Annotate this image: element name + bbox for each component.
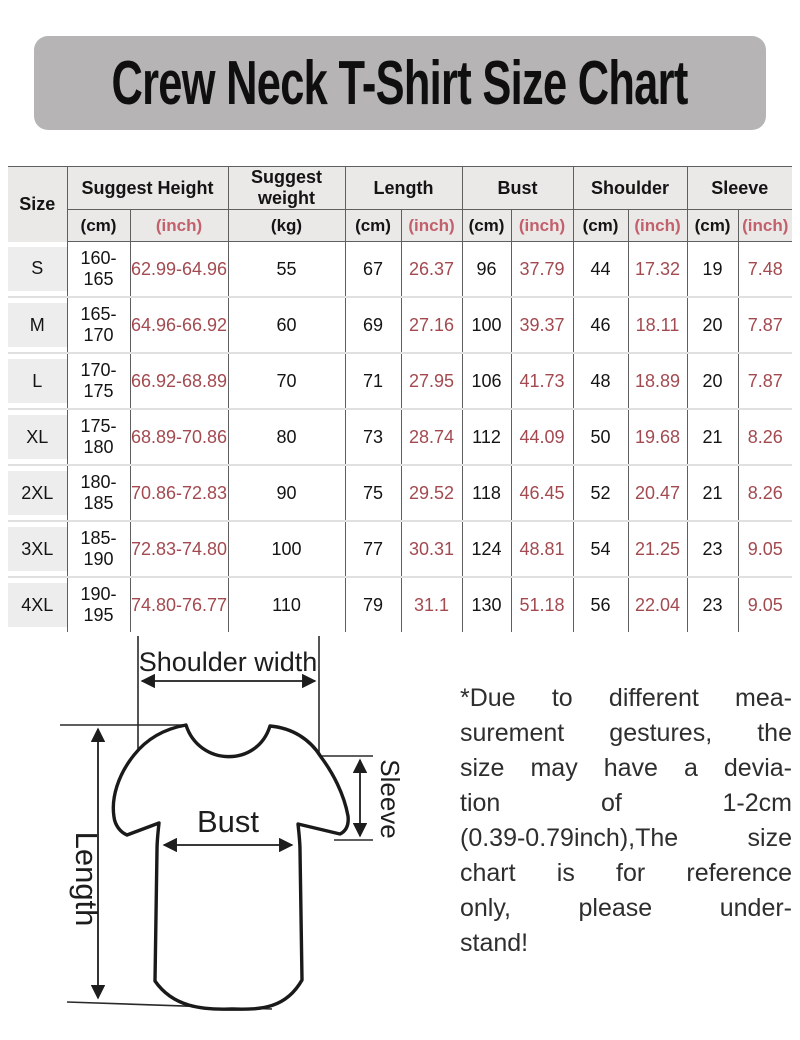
- cell-shoulder-inch: 19.68: [628, 409, 687, 465]
- cell-shoulder-inch: 18.89: [628, 353, 687, 409]
- note-line: surement gestures, the: [460, 719, 792, 747]
- cell-suggest-height-inch: 74.80-76.77: [130, 577, 228, 632]
- note-line: size may have a devia-: [460, 754, 792, 782]
- unit-length-cm: (cm): [345, 210, 401, 242]
- cell-shoulder-cm: 56: [573, 577, 628, 632]
- cell-suggest-height-cm: 165-170: [67, 297, 130, 353]
- unit-shoulder-cm: (cm): [573, 210, 628, 242]
- cell-sleeve-inch: 9.05: [738, 521, 792, 577]
- header-bust: Bust: [462, 167, 573, 210]
- cell-bust-inch: 37.79: [511, 242, 573, 298]
- cell-suggest-height-cm: 185-190: [67, 521, 130, 577]
- cell-suggest-height-inch: 64.96-66.92: [130, 297, 228, 353]
- cell-suggest-weight-kg: 55: [228, 242, 345, 298]
- cell-length-cm: 71: [345, 353, 401, 409]
- cell-length-cm: 79: [345, 577, 401, 632]
- header-units-row: [8, 210, 792, 242]
- cell-size: [8, 465, 67, 521]
- cell-bust-cm: 112: [462, 409, 511, 465]
- cell-bust-inch: 46.45: [511, 465, 573, 521]
- cell-sleeve-inch: 7.87: [738, 297, 792, 353]
- cell-shoulder-cm: 44: [573, 242, 628, 298]
- cell-bust-cm: 118: [462, 465, 511, 521]
- size-chip: 4XL: [8, 583, 67, 627]
- note-line: (0.39-0.79inch),The size: [460, 824, 792, 852]
- size-chip: 2XL: [8, 471, 67, 515]
- cell-shoulder-inch: 21.25: [628, 521, 687, 577]
- cell-size: [8, 521, 67, 577]
- cell-suggest-height-inch: 62.99-64.96: [130, 242, 228, 298]
- cell-length-cm: 69: [345, 297, 401, 353]
- cell-length-inch: 31.1: [401, 577, 462, 632]
- table-row: [8, 465, 792, 521]
- unit-sleeve-cm: (cm): [687, 210, 738, 242]
- unit-sleeve-inch: (inch): [738, 210, 792, 242]
- cell-suggest-weight-kg: 60: [228, 297, 345, 353]
- tshirt-measurement-diagram: [30, 618, 450, 1038]
- cell-suggest-weight-kg: 80: [228, 409, 345, 465]
- note-line: stand!: [460, 929, 529, 957]
- cell-suggest-height-cm: 180-185: [67, 465, 130, 521]
- cell-suggest-height-cm: 170-175: [67, 353, 130, 409]
- cell-sleeve-inch: 8.26: [738, 409, 792, 465]
- length-label: Length: [69, 831, 104, 927]
- unit-length-inch: (inch): [401, 210, 462, 242]
- bust-label: Bust: [196, 804, 260, 839]
- size-chip: L: [8, 359, 67, 403]
- cell-sleeve-cm: 21: [687, 409, 738, 465]
- cell-bust-inch: 48.81: [511, 521, 573, 577]
- size-table-body: [8, 242, 792, 633]
- unit-height-cm: (cm): [67, 210, 130, 242]
- page-title: Crew Neck T-Shirt Size Chart: [111, 48, 689, 118]
- cell-size: [8, 242, 67, 298]
- cell-sleeve-cm: 20: [687, 297, 738, 353]
- cell-suggest-weight-kg: 70: [228, 353, 345, 409]
- cell-shoulder-cm: 48: [573, 353, 628, 409]
- note-line: only, please under-: [460, 894, 792, 922]
- cell-length-cm: 75: [345, 465, 401, 521]
- cell-size: [8, 297, 67, 353]
- cell-size: [8, 409, 67, 465]
- cell-bust-inch: 44.09: [511, 409, 573, 465]
- cell-shoulder-inch: 17.32: [628, 242, 687, 298]
- cell-suggest-height-inch: 72.83-74.80: [130, 521, 228, 577]
- cell-shoulder-cm: 46: [573, 297, 628, 353]
- note-line: tion of 1-2cm: [460, 789, 792, 817]
- header-sleeve: Sleeve: [687, 167, 792, 210]
- cell-suggest-height-inch: 68.89-70.86: [130, 409, 228, 465]
- note: [460, 681, 792, 961]
- cell-length-cm: 73: [345, 409, 401, 465]
- cell-suggest-weight-kg: 100: [228, 521, 345, 577]
- cell-sleeve-cm: 21: [687, 465, 738, 521]
- sleeve-label: Sleeve: [375, 759, 405, 839]
- cell-bust-inch: 39.37: [511, 297, 573, 353]
- cell-length-inch: 27.16: [401, 297, 462, 353]
- cell-bust-cm: 106: [462, 353, 511, 409]
- header-shoulder: Shoulder: [573, 167, 687, 210]
- cell-bust-cm: 130: [462, 577, 511, 632]
- table-row: [8, 242, 792, 298]
- unit-height-inch: (inch): [130, 210, 228, 242]
- cell-shoulder-inch: 22.04: [628, 577, 687, 632]
- cell-suggest-height-inch: 66.92-68.89: [130, 353, 228, 409]
- cell-bust-cm: 124: [462, 521, 511, 577]
- cell-sleeve-inch: 7.87: [738, 353, 792, 409]
- size-chip: M: [8, 303, 67, 347]
- cell-sleeve-inch: 9.05: [738, 577, 792, 632]
- tshirt-outline: [113, 725, 348, 1009]
- cell-sleeve-cm: 19: [687, 242, 738, 298]
- cell-suggest-weight-kg: 90: [228, 465, 345, 521]
- cell-bust-inch: 51.18: [511, 577, 573, 632]
- cell-suggest-weight-kg: 110: [228, 577, 345, 632]
- cell-sleeve-cm: 23: [687, 577, 738, 632]
- size-chip: S: [8, 247, 67, 291]
- table-row: [8, 409, 792, 465]
- table-row: [8, 521, 792, 577]
- cell-sleeve-cm: 20: [687, 353, 738, 409]
- unit-shoulder-inch: (inch): [628, 210, 687, 242]
- size-table: [8, 166, 792, 632]
- cell-sleeve-inch: 7.48: [738, 242, 792, 298]
- cell-length-cm: 67: [345, 242, 401, 298]
- size-chip: 3XL: [8, 527, 67, 571]
- unit-weight-kg: (kg): [228, 210, 345, 242]
- cell-length-cm: 77: [345, 521, 401, 577]
- header-suggest-weight: Suggest weight: [228, 167, 345, 210]
- cell-shoulder-inch: 20.47: [628, 465, 687, 521]
- cell-suggest-height-cm: 160-165: [67, 242, 130, 298]
- header-length: Length: [345, 167, 462, 210]
- cell-bust-cm: 96: [462, 242, 511, 298]
- cell-sleeve-inch: 8.26: [738, 465, 792, 521]
- cell-suggest-height-inch: 70.86-72.83: [130, 465, 228, 521]
- table-row: [8, 297, 792, 353]
- table-header: [8, 167, 792, 242]
- cell-length-inch: 26.37: [401, 242, 462, 298]
- header-group-row: [8, 167, 792, 210]
- shoulder-width-label: Shoulder width: [138, 647, 318, 677]
- header-size: Size: [8, 167, 67, 242]
- cell-length-inch: 27.95: [401, 353, 462, 409]
- header-suggest-height: Suggest Height: [67, 167, 228, 210]
- cell-length-inch: 28.74: [401, 409, 462, 465]
- cell-length-inch: 29.52: [401, 465, 462, 521]
- cell-suggest-height-cm: 190-195: [67, 577, 130, 632]
- cell-size: [8, 353, 67, 409]
- cell-sleeve-cm: 23: [687, 521, 738, 577]
- unit-bust-inch: (inch): [511, 210, 573, 242]
- note-line: *Due to different mea-: [460, 684, 792, 712]
- size-chip: XL: [8, 415, 67, 459]
- cell-shoulder-cm: 52: [573, 465, 628, 521]
- cell-length-inch: 30.31: [401, 521, 462, 577]
- cell-shoulder-inch: 18.11: [628, 297, 687, 353]
- note-line: chart is for reference: [460, 859, 792, 887]
- unit-bust-cm: (cm): [462, 210, 511, 242]
- cell-suggest-height-cm: 175-180: [67, 409, 130, 465]
- cell-bust-inch: 41.73: [511, 353, 573, 409]
- title-banner: [34, 36, 766, 130]
- cell-shoulder-cm: 50: [573, 409, 628, 465]
- cell-shoulder-cm: 54: [573, 521, 628, 577]
- table-row: [8, 353, 792, 409]
- cell-bust-cm: 100: [462, 297, 511, 353]
